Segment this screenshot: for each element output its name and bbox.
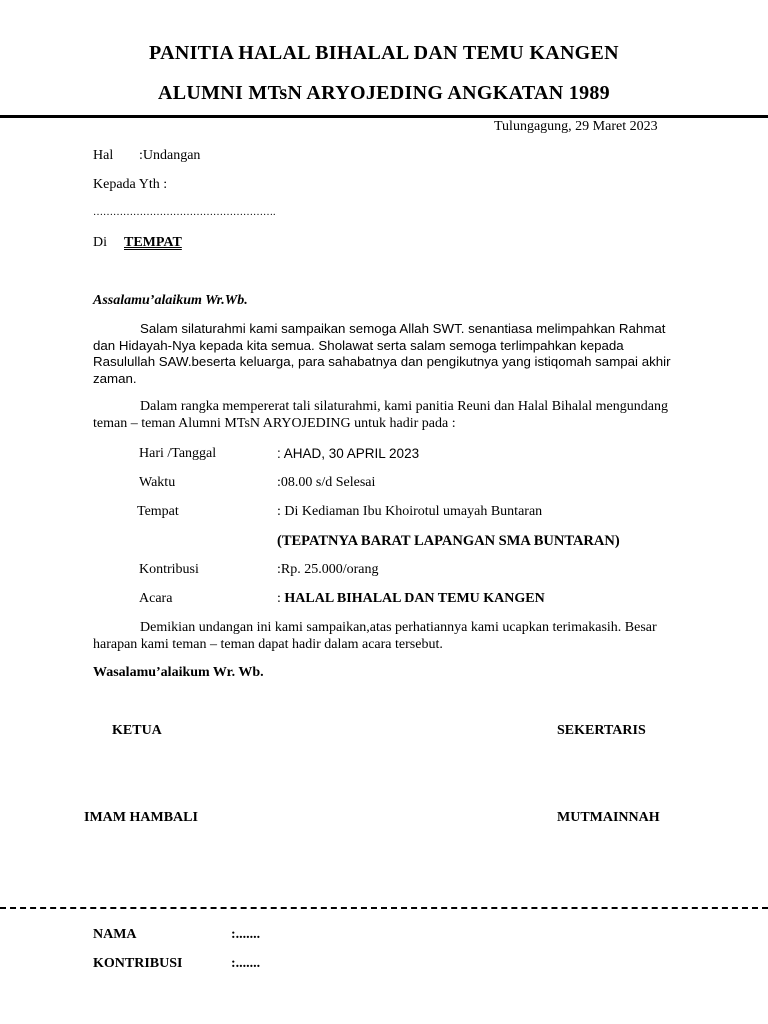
detail-acara bbox=[277, 591, 545, 607]
recipient-blank: ………………………………………………. bbox=[93, 207, 276, 218]
detail-kontribusi-value: :Rp. 25.000/orang bbox=[277, 562, 379, 577]
paragraph-closing-text: Demikian undangan ini kami sampaikan,atas perhatiannya kami ucapkan terimakasih. Besar harapan kami teman – teman dapat hadir dalam acara tersebut. bbox=[93, 620, 657, 652]
closing-greeting: Wasalamu’alaikum Wr. Wb. bbox=[93, 665, 264, 680]
greeting: Assalamu’alaikum Wr.Wb. bbox=[93, 293, 248, 308]
detail-hari-value: : AHAD, 30 APRIL 2023 bbox=[277, 446, 420, 461]
signature-name-right: MUTMAINNAH bbox=[557, 810, 660, 825]
header-title-line1: PANITIA HALAL BIHALAL DAN TEMU KANGEN bbox=[149, 42, 619, 64]
detail-acara-colon: : bbox=[277, 591, 285, 606]
di-label: Di bbox=[93, 235, 107, 250]
hal-value: :Undangan bbox=[139, 148, 201, 163]
detail-acara-label: Acara bbox=[139, 591, 173, 606]
header-rule bbox=[0, 115, 768, 118]
detail-acara-value: HALAL BIHALAL DAN TEMU KANGEN bbox=[284, 591, 545, 606]
detail-waktu-value: :08.00 s/d Selesai bbox=[277, 475, 376, 490]
slip-kontribusi-value: :....... bbox=[231, 956, 261, 971]
paragraph-intro bbox=[93, 321, 678, 387]
slip-nama-label: NAMA bbox=[93, 927, 137, 942]
di-tempat: TEMPAT bbox=[124, 235, 182, 250]
place-date: Tulungagung, 29 Maret 2023 bbox=[494, 119, 658, 134]
signature-role-right: SEKERTARIS bbox=[557, 723, 646, 738]
detail-waktu-label: Waktu bbox=[139, 475, 176, 490]
hal-label: Hal bbox=[93, 148, 114, 163]
detail-tempat-value: : Di Kediaman Ibu Khoirotul umayah Buntaran bbox=[277, 504, 543, 519]
paragraph-invite bbox=[93, 399, 678, 432]
detail-tempat-label: Tempat bbox=[137, 504, 179, 519]
paragraph-closing bbox=[93, 620, 678, 653]
detail-hari-label: Hari /Tanggal bbox=[139, 446, 217, 461]
detail-tempat-note: (TEPATNYA BARAT LAPANGAN SMA BUNTARAN) bbox=[277, 533, 620, 549]
header-title-line2: ALUMNI MTsN ARYOJEDING ANGKATAN 1989 bbox=[158, 82, 610, 104]
signature-role-left: KETUA bbox=[112, 723, 162, 738]
paragraph-intro-text: Salam silaturahmi kami sampaikan semoga Allah SWT. senantiasa melimpahkan Rahmat dan Hidayah-Nya kepada kita semua. Sholawat serta salam semoga terlimpahkan kepada Rasulullah SAW.beserta keluarga, para sahabatnya dan pengikutnya yang istiqomah sampai akhir zaman. bbox=[93, 321, 671, 386]
slip-kontribusi-label: KONTRIBUSI bbox=[93, 956, 183, 971]
detail-kontribusi-label: Kontribusi bbox=[139, 562, 199, 577]
paragraph-invite-text: Dalam rangka mempererat tali silaturahmi, kami panitia Reuni dan Halal Bihalal mengundang teman – teman Alumni MTsN ARYOJEDING untuk hadir pada : bbox=[93, 399, 668, 431]
signature-name-left: IMAM HAMBALI bbox=[84, 810, 198, 825]
kepada-label: Kepada Yth : bbox=[93, 177, 168, 192]
cut-line-divider bbox=[0, 907, 768, 909]
slip-nama-value: :....... bbox=[231, 927, 261, 942]
